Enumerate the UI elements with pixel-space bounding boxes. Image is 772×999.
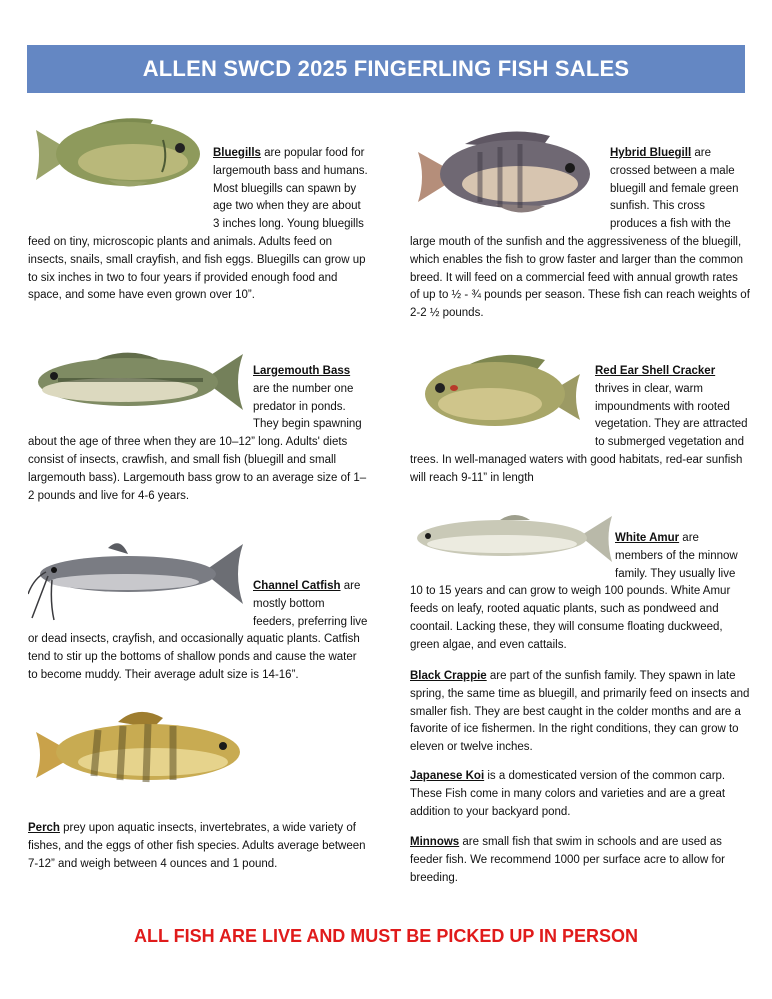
- largemouth-bass-block: [28, 363, 368, 505]
- red-ear-block: [410, 363, 750, 488]
- white-amur-block: [410, 530, 750, 655]
- page-title: ALLEN SWCD 2025 FINGERLING FISH SALES: [142, 56, 630, 82]
- black-crappie-text: are part of the sunfish family. They spawn in late spring, the same time as bluegill, and primarily feed on insects and smaller fish. They are best caught in the colder months and are a favorite of ice fishermen. In the right conditions, they can grow to eleven or twelve inches.: [410, 670, 750, 754]
- perch-text: prey upon aquatic insects, invertebrates, a wide variety of fishes, and the eggs of other fish species. Adults average between 7-12” and weigh between 4 ounces and 1 pound.: [28, 822, 366, 870]
- perch-name: Perch: [28, 822, 60, 834]
- minnows-name: Minnows: [410, 836, 460, 848]
- hybrid-bluegill-block: [410, 145, 750, 323]
- perch-image: [28, 702, 253, 797]
- largemouth-bass-name: Largemouth Bass: [253, 365, 351, 377]
- hybrid-bluegill-name: Hybrid Bluegill: [610, 147, 692, 159]
- japanese-koi-name: Japanese Koi: [410, 770, 485, 782]
- channel-catfish-name: Channel Catfish: [253, 580, 341, 592]
- minnows-text: are small fish that swim in schools and are used as feeder fish. We recommend 1000 per surface acre to allow for breeding.: [410, 836, 725, 884]
- japanese-koi-text: is a domesticated version of the common carp. These Fish come in many colors and varieties and are a great addition to your backyard pond.: [410, 770, 726, 818]
- bluegill-text: are popular food for largemouth bass and humans. Most bluegills can spawn by age two when they are about 3 inches long. Young bluegills feed on tiny, microscopic plants and animals. Adults feed on insects, snails, small crayfish, and fish eggs. Bluegills can grow up to six inches in two to four years if provided enough food and space, and some have even grown over 10”.: [28, 147, 368, 302]
- japanese-koi-block: [410, 768, 750, 821]
- minnows-block: [410, 834, 750, 887]
- red-ear-name: Red Ear Shell Cracker: [595, 365, 716, 377]
- white-amur-text: are members of the minnow family. They usually live 10 to 15 years and can grow to weigh 100 pounds. White Amur feeds on leafy, rooted aquatic plants, such as pondweed and coontail. Lacking these, they will consume floating duckweed, green algae, and even cattails.: [410, 532, 738, 651]
- hybrid-bluegill-text: are crossed between a male bluegill and female green sunfish. This cross produces a fish with the large mouth of the sunfish and the aggressiveness of the bluegill, which enables the fish to grow faster and larger than the common breed. It will feed on a commercial feed with annual growth rates of up to ½ - ¾ pounds per season. These fish can reach weights of 2-2 ½ pounds.: [410, 147, 750, 320]
- footer-notice: ALL FISH ARE LIVE AND MUST BE PICKED UP IN PERSON: [133, 926, 639, 946]
- channel-catfish-text: are mostly bottom feeders, preferring live or dead insects, crayfish, and occasionally aquatic plants. Catfish tend to stir up the bottoms of shallow ponds and cause the water to become muddy. Their average adult size is 14-16”.: [28, 580, 368, 681]
- perch-block: [28, 820, 368, 873]
- bluegill-name: Bluegills: [213, 147, 261, 159]
- bluegill-block: [28, 145, 368, 305]
- red-ear-text: thrives in clear, warm impoundments with rooted vegetation. They are attracted to submerged vegetation and trees. In well-managed waters with good habitats, red-ear sunfish will reach 9-11” in length: [410, 382, 748, 484]
- channel-catfish-block: [28, 578, 368, 685]
- largemouth-bass-text: are the number one predator in ponds. They begin spawning about the age of three when they are 10–12” long. Adults' diets consist of insects, crawfish, and small fish (bluegill and small largemouth bass). Largemouth bass grow to an average size of 1–2 pounds and live for 4-6 years.: [28, 382, 367, 502]
- white-amur-name: White Amur: [615, 532, 680, 544]
- black-crappie-block: [410, 668, 750, 757]
- black-crappie-name: Black Crappie: [410, 670, 487, 682]
- title-banner: [27, 45, 745, 93]
